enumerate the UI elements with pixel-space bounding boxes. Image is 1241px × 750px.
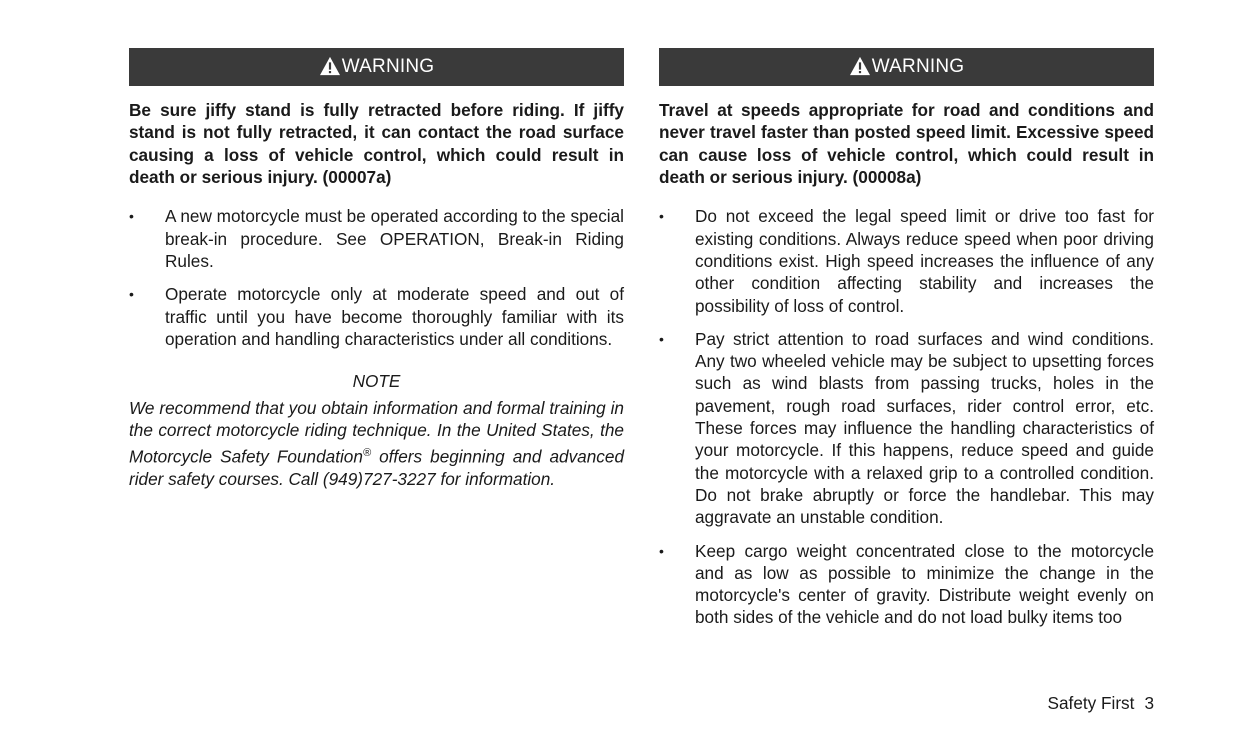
list-item-text: Operate motorcycle only at moderate speed and out of traffic until you have become thoroughly familiar with its operation and handling characteristics under all conditions.	[165, 284, 624, 349]
bullet-list	[129, 205, 624, 350]
right-column	[659, 48, 1154, 640]
list-item	[129, 205, 624, 272]
list-item-text: Do not exceed the legal speed limit or drive too fast for existing conditions. Always reduce speed when poor driving conditions exist. High speed increases the influence of any other condition affecting stability and increases the possibility of loss of control.	[695, 206, 1154, 316]
bullet-dot: •	[659, 208, 664, 225]
warning-banner	[659, 48, 1154, 86]
note-text-before: We recommend that you obtain information and formal training in the correct motorcycle riding technique. In the United States, the Motorcycle Safety Foundation	[129, 398, 624, 467]
warning-triangle-icon	[849, 56, 871, 76]
bullet-dot: •	[129, 286, 134, 303]
list-item	[129, 283, 624, 350]
registered-mark: ®	[362, 446, 372, 459]
page-number: 3	[1144, 693, 1154, 713]
warning-label: WARNING	[341, 56, 435, 77]
list-item-text: A new motorcycle must be operated according to the special break-in procedure. See OPERATION, Break-in Riding Rules.	[165, 206, 624, 271]
warning-triangle-icon	[319, 56, 341, 76]
list-item	[659, 328, 1154, 529]
note-text-after: offers beginning and advanced rider safety courses. Call (949)727-3227 for information.	[129, 446, 625, 489]
list-item-text: Keep cargo weight concentrated close to the motorcycle and as low as possible to minimize the change in the motorcycle's center of gravity. Distribute weight evenly on both sides of the vehicle and do not load bulky items too	[695, 540, 1154, 628]
warning-message: Travel at speeds appropriate for road and conditions and never travel faster than posted speed limit. Excessive speed can cause loss of vehicle control, which could result in death or serious injury. (00008a)	[659, 100, 1154, 187]
warning-banner	[129, 48, 624, 86]
page-footer	[1048, 692, 1154, 714]
list-item	[659, 540, 1154, 629]
warning-label: WARNING	[871, 56, 965, 77]
list-item	[659, 205, 1154, 316]
footer-section-title: Safety First	[1047, 693, 1135, 713]
list-item-text: Pay strict attention to road surfaces and wind conditions. Any two wheeled vehicle may be subject to upsetting forces such as wind blasts from passing trucks, holes in the pavement, rough road surfaces, rider control error, etc. These forces may influence the handling characteristics of your motorcycle. If this happens, reduce speed and guide the motorcycle with a relaxed grip to a controlled condition. Do not brake abruptly or force the handlebar. This may aggravate an unstable condition.	[695, 328, 1154, 528]
note-heading: NOTE	[352, 371, 401, 392]
warning-message: Be sure jiffy stand is fully retracted before riding. If jiffy stand is not fully retracted, it can contact the road surface causing a loss of vehicle control, which could result in death or serious injury. (00007a)	[129, 100, 624, 187]
bullet-list	[659, 205, 1154, 628]
bullet-dot: •	[659, 330, 664, 347]
bullet-dot: •	[659, 542, 664, 559]
bullet-dot: •	[129, 208, 134, 225]
left-column	[129, 48, 624, 507]
note-text	[129, 397, 624, 490]
